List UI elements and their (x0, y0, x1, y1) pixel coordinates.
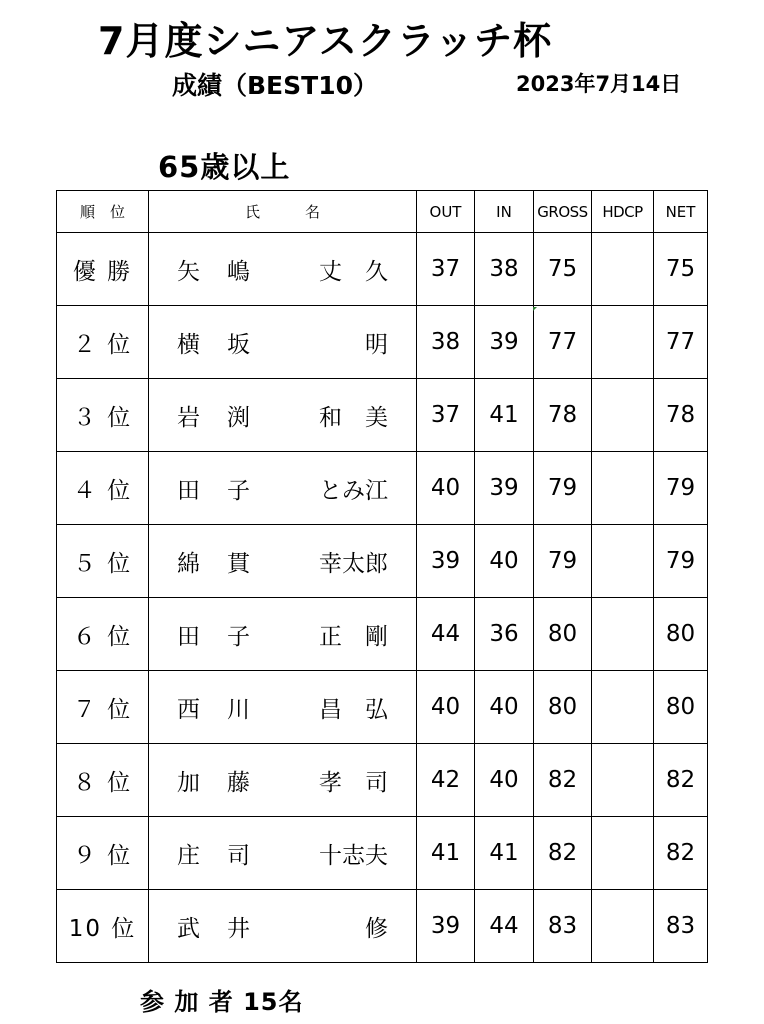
table-row (57, 671, 708, 744)
table-row (57, 598, 708, 671)
out-score-cell: 40 (417, 452, 475, 525)
net-score-cell: 80 (654, 671, 708, 744)
in-score-cell: 40 (475, 671, 534, 744)
family-name: 武 井 (177, 916, 252, 942)
gross-score-cell: 82 (534, 817, 592, 890)
gross-score-cell: 77 (534, 306, 592, 379)
table-row (57, 525, 708, 598)
event-date: 2023年7月14日 (516, 72, 682, 96)
net-score-cell: 79 (654, 452, 708, 525)
hdcp-cell (592, 598, 654, 671)
out-score-cell: 42 (417, 744, 475, 817)
name-cell (149, 744, 417, 817)
net-score-cell: 79 (654, 525, 708, 598)
gross-score-cell: 79 (534, 452, 592, 525)
player-name (149, 833, 416, 873)
table-header-row (57, 191, 708, 233)
table-row (57, 233, 708, 306)
in-score-cell: 38 (475, 233, 534, 306)
hdcp-cell (592, 379, 654, 452)
hdcp-cell (592, 671, 654, 744)
name-cell (149, 525, 417, 598)
name-cell (149, 233, 417, 306)
in-score-cell: 41 (475, 817, 534, 890)
player-name (149, 906, 416, 946)
column-header-in: IN (475, 191, 534, 233)
gross-score-cell: 78 (534, 379, 592, 452)
rank-cell: ８ 位 (57, 744, 149, 817)
participant-count: 参 加 者 15名 (140, 988, 304, 1016)
family-name: 綿 貫 (177, 551, 252, 577)
player-name (149, 395, 416, 435)
results-table (56, 190, 708, 963)
name-cell (149, 817, 417, 890)
hdcp-cell (592, 817, 654, 890)
family-name: 矢 嶋 (177, 259, 252, 285)
column-header-gross: GROSS (534, 191, 592, 233)
given-name: 明 (365, 332, 388, 358)
family-name: 横 坂 (177, 332, 252, 358)
given-name: 修 (365, 916, 388, 942)
gross-score-cell: 82 (534, 744, 592, 817)
player-name (149, 322, 416, 362)
document-title: 7月度シニアスクラッチ杯 (98, 19, 553, 63)
name-cell (149, 452, 417, 525)
name-cell (149, 306, 417, 379)
player-name (149, 614, 416, 654)
given-name: とみ江 (319, 478, 388, 504)
results-body (57, 233, 708, 963)
table-row (57, 452, 708, 525)
rank-cell: ３ 位 (57, 379, 149, 452)
results-subtitle: 成績（BEST10） (172, 71, 378, 100)
age-category: 65歳以上 (158, 150, 291, 184)
gross-score-cell: 75 (534, 233, 592, 306)
net-score-cell: 82 (654, 744, 708, 817)
in-score-cell: 36 (475, 598, 534, 671)
gross-score-cell: 83 (534, 890, 592, 963)
out-score-cell: 40 (417, 671, 475, 744)
in-score-cell: 44 (475, 890, 534, 963)
player-name (149, 687, 416, 727)
name-cell (149, 598, 417, 671)
hdcp-cell (592, 452, 654, 525)
table-row (57, 379, 708, 452)
hdcp-cell (592, 525, 654, 598)
rank-cell: 10 位 (57, 890, 149, 963)
in-score-cell: 39 (475, 452, 534, 525)
family-name: 庄 司 (177, 843, 252, 869)
family-name: 岩 渕 (177, 405, 252, 431)
out-score-cell: 41 (417, 817, 475, 890)
player-name (149, 468, 416, 508)
out-score-cell: 44 (417, 598, 475, 671)
out-score-cell: 37 (417, 379, 475, 452)
given-name: 幸太郎 (319, 551, 388, 577)
player-name (149, 249, 416, 289)
name-cell (149, 890, 417, 963)
rank-cell: ５ 位 (57, 525, 149, 598)
net-score-cell: 80 (654, 598, 708, 671)
family-name: 西 川 (177, 697, 252, 723)
table-row (57, 306, 708, 379)
column-header-rank: 順 位 (57, 191, 149, 233)
cell-corner-mark (533, 307, 537, 311)
given-name: 正 剛 (319, 624, 388, 650)
net-score-cell: 77 (654, 306, 708, 379)
table-row (57, 744, 708, 817)
family-name: 加 藤 (177, 770, 252, 796)
gross-score-cell: 80 (534, 671, 592, 744)
gross-score-cell: 79 (534, 525, 592, 598)
out-score-cell: 38 (417, 306, 475, 379)
column-header-net: NET (654, 191, 708, 233)
rank-cell: ２ 位 (57, 306, 149, 379)
given-name: 丈 久 (319, 259, 388, 285)
gross-score-cell: 80 (534, 598, 592, 671)
in-score-cell: 40 (475, 525, 534, 598)
rank-cell: ９ 位 (57, 817, 149, 890)
out-score-cell: 39 (417, 525, 475, 598)
hdcp-cell (592, 233, 654, 306)
out-score-cell: 37 (417, 233, 475, 306)
given-name: 孝 司 (319, 770, 388, 796)
hdcp-cell (592, 306, 654, 379)
hdcp-cell (592, 890, 654, 963)
player-name (149, 760, 416, 800)
family-name: 田 子 (177, 478, 252, 504)
family-name: 田 子 (177, 624, 252, 650)
hdcp-cell (592, 744, 654, 817)
given-name: 昌 弘 (319, 697, 388, 723)
net-score-cell: 83 (654, 890, 708, 963)
rank-cell: ７ 位 (57, 671, 149, 744)
table-row (57, 890, 708, 963)
in-score-cell: 40 (475, 744, 534, 817)
name-cell (149, 671, 417, 744)
rank-cell: ６ 位 (57, 598, 149, 671)
in-score-cell: 41 (475, 379, 534, 452)
in-score-cell: 39 (475, 306, 534, 379)
name-cell (149, 379, 417, 452)
given-name: 十志夫 (319, 843, 388, 869)
rank-cell: 優 勝 (57, 233, 149, 306)
net-score-cell: 78 (654, 379, 708, 452)
out-score-cell: 39 (417, 890, 475, 963)
table-row (57, 817, 708, 890)
net-score-cell: 75 (654, 233, 708, 306)
column-header-name: 氏 名 (149, 191, 417, 233)
column-header-hdcp: HDCP (592, 191, 654, 233)
given-name: 和 美 (319, 405, 388, 431)
net-score-cell: 82 (654, 817, 708, 890)
player-name (149, 541, 416, 581)
column-header-out: OUT (417, 191, 475, 233)
rank-cell: ４ 位 (57, 452, 149, 525)
